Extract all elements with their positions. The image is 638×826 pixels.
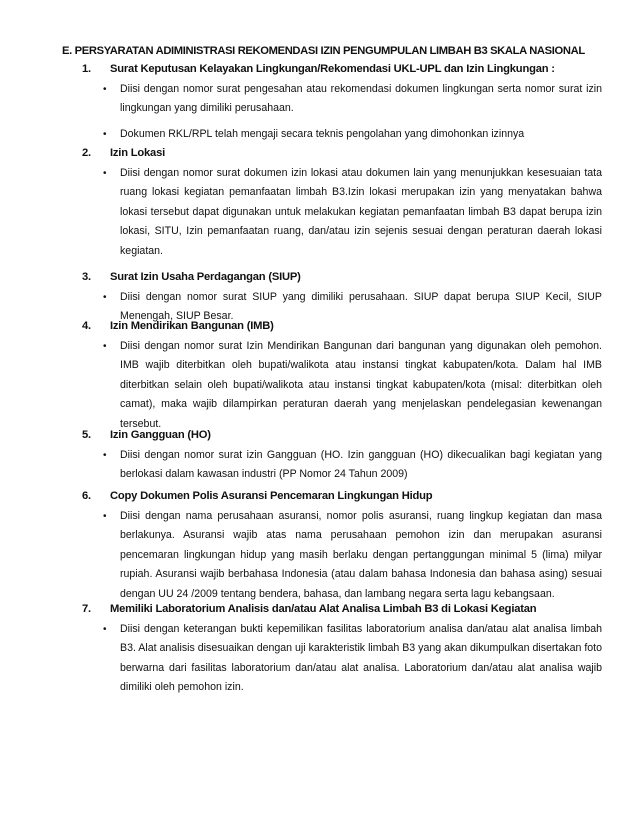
item-heading-text: Izin Gangguan (HO) [110, 429, 211, 441]
bullet-list [82, 164, 602, 261]
item-heading [82, 488, 602, 504]
bullet-item [82, 164, 602, 261]
bullet-text: Dokumen RKL/RPL telah mengaji secara teknis pengolahan yang dimohonkan izinnya [120, 127, 525, 140]
requirement-item-6 [82, 488, 602, 610]
item-number: 4. [82, 320, 91, 332]
bullet-list [82, 337, 602, 434]
requirement-item-7 [82, 601, 602, 704]
bullet-text: Diisi dengan nomor surat Izin Mendirikan Bangunan dari bangunan yang digunakan oleh pemohon. IMB wajib diterbitkan oleh bupati/walikota atau instansi tingkat kabupaten/kota. Dalam hal IMB diterbitkan selain oleh bupati/walikota atau instansi tingkat kabupaten/kota (misal: diterbitkan oleh camat), maka wajib dilampirkan peraturan daerah yang menjelaskan pendelegasian kewenangan tersebut. [120, 340, 602, 430]
bullet-icon: • [103, 292, 107, 303]
bullet-list [82, 507, 602, 604]
item-heading-text: Surat Izin Usaha Perdagangan (SIUP) [110, 271, 301, 283]
item-heading [82, 61, 602, 77]
item-heading-text: Izin Lokasi [110, 147, 165, 159]
bullet-item [82, 507, 602, 604]
item-heading [82, 318, 602, 334]
bullet-text: Diisi dengan nama perusahaan asuransi, nomor polis asuransi, ruang lingkup kegiatan dan masa berlakunya. Asuransi wajib atas nama perusahaan pemohon izin dan merupakan asuransi pencemaran lingkungan hidup yang masih berlaku dengan pertanggungan minimal 5 (lima) milyar rupiah. Asuransi wajib berbahasa Indonesia (atau dalam bahasa Indonesia dan bahasa asing) sesuai dengan UU 24 /2009 tentang bendera, bahasa, dan lambang negara serta lagu kebangsaan. [120, 510, 602, 600]
item-number: 1. [82, 63, 91, 75]
bullet-item [82, 125, 602, 144]
bullet-text: Diisi dengan nomor surat SIUP yang dimiliki perusahaan. SIUP dapat berupa SIUP Kecil, SIUP Menengah, SIUP Besar. [120, 291, 602, 323]
item-number: 6. [82, 490, 91, 502]
item-heading [82, 601, 602, 617]
bullet-icon: • [103, 450, 107, 461]
bullet-item [82, 446, 602, 485]
requirement-item-5 [82, 427, 602, 491]
item-heading-text: Izin Mendirikan Bangunan (IMB) [110, 320, 274, 332]
bullet-item [82, 620, 602, 698]
bullet-list [82, 446, 602, 485]
section-title: E. PERSYARATAN ADIMINISTRASI REKOMENDASI IZIN PENGUMPULAN LIMBAH B3 SKALA NASIONAL [62, 45, 585, 57]
item-heading [82, 145, 602, 161]
item-heading-text: Surat Keputusan Kelayakan Lingkungan/Rekomendasi UKL-UPL dan Izin Lingkungan : [110, 63, 555, 75]
bullet-text: Diisi dengan keterangan bukti kepemilikan fasilitas laboratorium analisa dan/atau alat analisa limbah B3. Alat analisis disesuaikan dengan uji karakteristik limbah B3 yang akan dikumpulkan disertakan foto berwarna dari fasilitas laboratorium dan/atau alat analisa. Laboratorium dan/atau alat analisa wajib dimiliki oleh pemohon izin. [120, 623, 602, 694]
requirement-item-2 [82, 145, 602, 267]
bullet-text: Diisi dengan nomor surat pengesahan atau rekomendasi dokumen lingkungan serta nomor surat izin lingkungan yang dimiliki perusahaan. [120, 83, 602, 115]
bullet-text: Diisi dengan nomor surat dokumen izin lokasi atau dokumen lain yang menunjukkan kesesuaian tata ruang lokasi kegiatan pemanfaatan limbah B3.Izin lokasi merupakan izin yang menyatakan bahwa lokasi tersebut dapat digunakan untuk melakukan kegiatan pemanfaatan limbah B3 dapat berupa izin lokasi, SITU, Izin pemanfaatan ruang, dan/atau izin sejenis sesuai dengan peraturan daerah lokasi kegiatan. [120, 167, 602, 257]
item-number: 2. [82, 147, 91, 159]
item-number: 3. [82, 271, 91, 283]
item-heading-text: Copy Dokumen Polis Asuransi Pencemaran Lingkungan Hidup [110, 490, 433, 502]
requirement-item-1 [82, 61, 602, 150]
bullet-icon: • [103, 624, 107, 635]
item-heading [82, 269, 602, 285]
bullet-icon: • [103, 128, 107, 140]
bullet-item [82, 80, 602, 119]
item-heading-text: Memiliki Laboratorium Analisis dan/atau Alat Analisa Limbah B3 di Lokasi Kegiatan [110, 603, 537, 615]
requirement-item-4 [82, 318, 602, 440]
bullet-icon: • [103, 84, 107, 95]
item-heading [82, 427, 602, 443]
bullet-icon: • [103, 511, 107, 522]
item-number: 7. [82, 603, 91, 615]
bullet-icon: • [103, 168, 107, 179]
item-number: 5. [82, 429, 91, 441]
bullet-text: Diisi dengan nomor surat izin Gangguan (HO. Izin gangguan (HO) dikecualikan bagi kegiatan yang berlokasi dalam kawasan industri (PP Nomor 24 Tahun 2009) [120, 449, 602, 481]
bullet-item [82, 337, 602, 434]
bullet-icon: • [103, 341, 107, 352]
bullet-list [82, 80, 602, 144]
bullet-list [82, 620, 602, 698]
